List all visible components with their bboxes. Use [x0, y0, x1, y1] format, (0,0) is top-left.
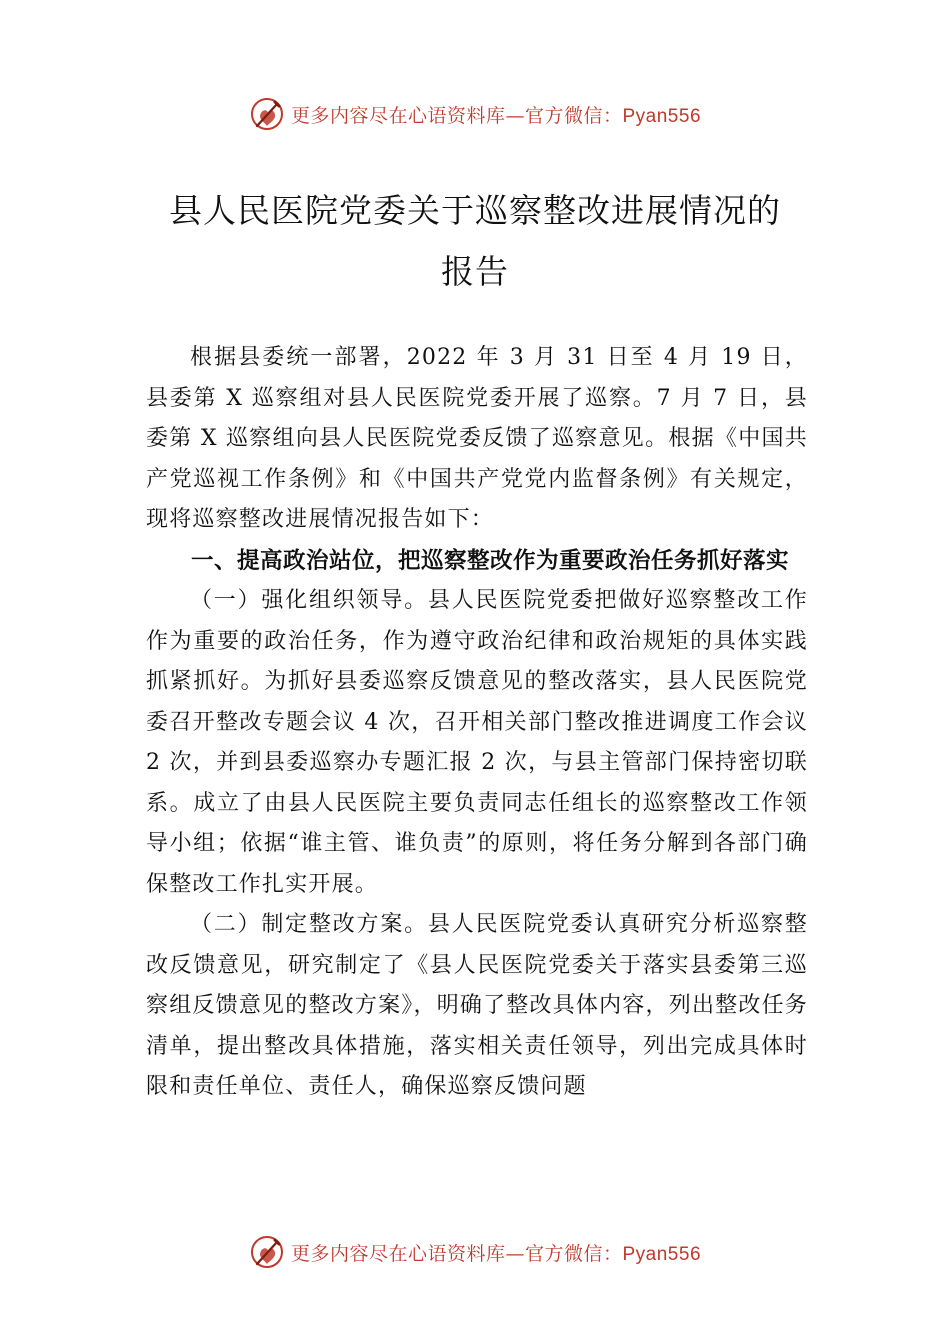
banner-text: 更多内容尽在心语资料库—官方微信：Pyan556 [290, 1242, 702, 1265]
banner-text: 更多内容尽在心语资料库—官方微信：Pyan556 [290, 104, 702, 127]
pen-heart-logo-icon [249, 1234, 285, 1270]
banner-account: Pyan556 [622, 1243, 702, 1265]
footer-banner [0, 1232, 950, 1272]
document-body [146, 338, 808, 1108]
intro-paragraph: 根据县委统一部署，2022 年 3 月 31 日至 4 月 19 日，县委第 X 巡察组对县人民医院党委开展了巡察。7 月 7 日，县委第 X 巡察组向县人民医院党委反馈了巡察意见。根据《中国共产党巡视工作条例》和《中国共产党党内监督条例》有关规定，现将巡察整改进展情况报告如下： [146, 345, 808, 532]
section-heading-1: 一、提高政治站位，把巡察整改作为重要政治任务抓好落实 [191, 547, 790, 574]
header-banner [0, 94, 950, 134]
item-2-paragraph: （二）制定整改方案。县人民医院党委认真研究分析巡察整改反馈意见，研究制定了《县人民医院党委关于落实县委第三巡察组反馈意见的整改方案》，明确了整改具体内容，列出整改任务清单，提出整改具体措施，落实相关责任领导，列出完成具体时限和责任单位、责任人，确保巡察反馈问题 [146, 912, 808, 1099]
banner-account: Pyan556 [622, 105, 702, 127]
item-1-paragraph: （一）强化组织领导。县人民医院党委把做好巡察整改工作作为重要的政治任务，作为遵守政治纪律和政治规矩的具体实践抓紧抓好。为抓好县委巡察反馈意见的整改落实，县人民医院党委召开整改专题会议 4 次，召开相关部门整改推进调度工作会议 2 次，并到县委巡察办专题汇报 2 次，与县主管部门保持密切联系。成立了由县人民医院主要负责同志任组长的巡察整改工作领导小组；依据“谁主管、谁负责”的原则，将任务分解到各部门确保整改工作扎实开展。 [146, 588, 808, 897]
pen-heart-logo-icon [249, 96, 285, 132]
document-title-line-2: 报告 [441, 252, 509, 291]
document-title-line-1: 县人民医院党委关于巡察整改进展情况的 [169, 191, 781, 230]
